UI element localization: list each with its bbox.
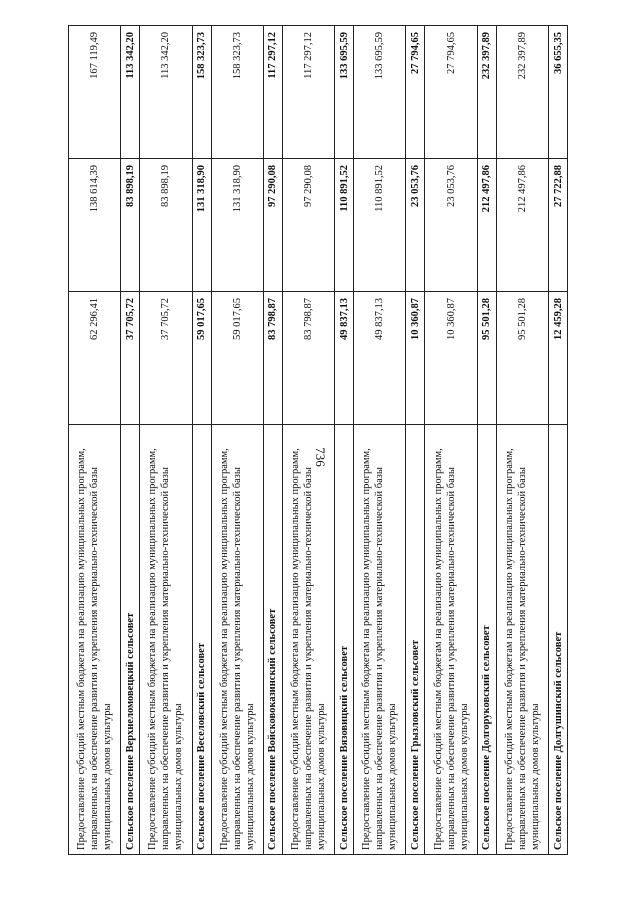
- value-3: 133 695,59: [335, 26, 354, 159]
- row-name: Сельское поселение Вязовицкий сельсовет: [335, 425, 354, 855]
- subsidy-row: [282, 26, 334, 855]
- value-2: 110 891,52: [354, 159, 406, 292]
- budget-table: [68, 25, 568, 855]
- subsidy-row: [354, 26, 406, 855]
- subsidy-row: [140, 26, 192, 855]
- row-name: Сельское поселение Грызловский сельсовет: [406, 425, 425, 855]
- value-1: 95 501,28: [496, 292, 548, 425]
- value-2: 110 891,52: [335, 159, 354, 292]
- settlement-row: [406, 26, 425, 855]
- value-2: 97 290,08: [263, 159, 282, 292]
- value-1: 37 705,72: [140, 292, 192, 425]
- value-1: 49 837,13: [335, 292, 354, 425]
- value-1: 10 360,87: [406, 292, 425, 425]
- value-1: 95 501,28: [477, 292, 496, 425]
- row-name: Сельское поселение Долгоруковский сельсовет: [477, 425, 496, 855]
- row-name: Предоставление субсидий местным бюджетам на реализацию муниципальных программ, направленных на обеспечение развития и укрепления материально-технической базы муниципальных домов культуры: [496, 425, 548, 855]
- value-3: 117 297,12: [282, 26, 334, 159]
- value-1: 10 360,87: [425, 292, 477, 425]
- page-number: 736: [313, 447, 328, 467]
- value-2: 23 053,76: [425, 159, 477, 292]
- row-name: Предоставление субсидий местным бюджетам на реализацию муниципальных программ, направленных на обеспечение развития и укрепления материально-технической базы муниципальных домов культуры: [425, 425, 477, 855]
- value-2: 83 898,19: [121, 159, 140, 292]
- value-2: 212 497,86: [496, 159, 548, 292]
- settlement-row: [263, 26, 282, 855]
- settlement-row: [192, 26, 211, 855]
- value-3: 113 342,20: [121, 26, 140, 159]
- subsidy-row: [211, 26, 263, 855]
- value-3: 113 342,20: [140, 26, 192, 159]
- subsidy-row: [496, 26, 548, 855]
- value-3: 167 119,49: [69, 26, 121, 159]
- value-2: 131 318,90: [192, 159, 211, 292]
- row-name: Предоставление субсидий местным бюджетам на реализацию муниципальных программ, направленных на обеспечение развития и укрепления материально-технической базы муниципальных домов культуры: [140, 425, 192, 855]
- value-2: 97 290,08: [282, 159, 334, 292]
- value-2: 138 614,39: [69, 159, 121, 292]
- value-1: 37 705,72: [121, 292, 140, 425]
- settlement-row: [477, 26, 496, 855]
- value-2: 27 722,88: [549, 159, 568, 292]
- value-3: 27 794,65: [425, 26, 477, 159]
- settlement-row: [549, 26, 568, 855]
- settlement-row: [335, 26, 354, 855]
- value-1: 49 837,13: [354, 292, 406, 425]
- value-2: 23 053,76: [406, 159, 425, 292]
- row-name: Сельское поселение Долгушинский сельсовет: [549, 425, 568, 855]
- settlement-row: [121, 26, 140, 855]
- value-1: 12 459,28: [549, 292, 568, 425]
- value-2: 131 318,90: [211, 159, 263, 292]
- row-name: Предоставление субсидий местным бюджетам на реализацию муниципальных программ, направленных на обеспечение развития и укрепления материально-технической базы муниципальных домов культуры: [354, 425, 406, 855]
- value-3: 133 695,59: [354, 26, 406, 159]
- value-1: 59 017,65: [211, 292, 263, 425]
- row-name: Предоставление субсидий местным бюджетам на реализацию муниципальных программ, направленных на обеспечение развития и укрепления материально-технической базы муниципальных домов культуры: [282, 425, 334, 855]
- row-name: Предоставление субсидий местным бюджетам на реализацию муниципальных программ, направленных на обеспечение развития и укрепления материально-технической базы муниципальных домов культуры: [211, 425, 263, 855]
- value-3: 158 323,73: [211, 26, 263, 159]
- subsidy-row: [425, 26, 477, 855]
- value-2: 212 497,86: [477, 159, 496, 292]
- value-3: 36 655,35: [549, 26, 568, 159]
- value-1: 83 798,87: [282, 292, 334, 425]
- value-1: 59 017,65: [192, 292, 211, 425]
- value-3: 27 794,65: [406, 26, 425, 159]
- subsidy-row: [69, 26, 121, 855]
- value-3: 232 397,89: [496, 26, 548, 159]
- row-name: Сельское поселение Войсковоказинский сельсовет: [263, 425, 282, 855]
- row-name: Сельское поселение Веселовский сельсовет: [192, 425, 211, 855]
- value-3: 158 323,73: [192, 26, 211, 159]
- row-name: Предоставление субсидий местным бюджетам на реализацию муниципальных программ, направленных на обеспечение развития и укрепления материально-технической базы муниципальных домов культуры: [69, 425, 121, 855]
- budget-table-sheet: [68, 25, 568, 855]
- value-1: 62 296,41: [69, 292, 121, 425]
- row-name: Сельское поселение Верхнеломовецкий сельсовет: [121, 425, 140, 855]
- value-1: 83 798,87: [263, 292, 282, 425]
- value-3: 232 397,89: [477, 26, 496, 159]
- value-2: 83 898,19: [140, 159, 192, 292]
- value-3: 117 297,12: [263, 26, 282, 159]
